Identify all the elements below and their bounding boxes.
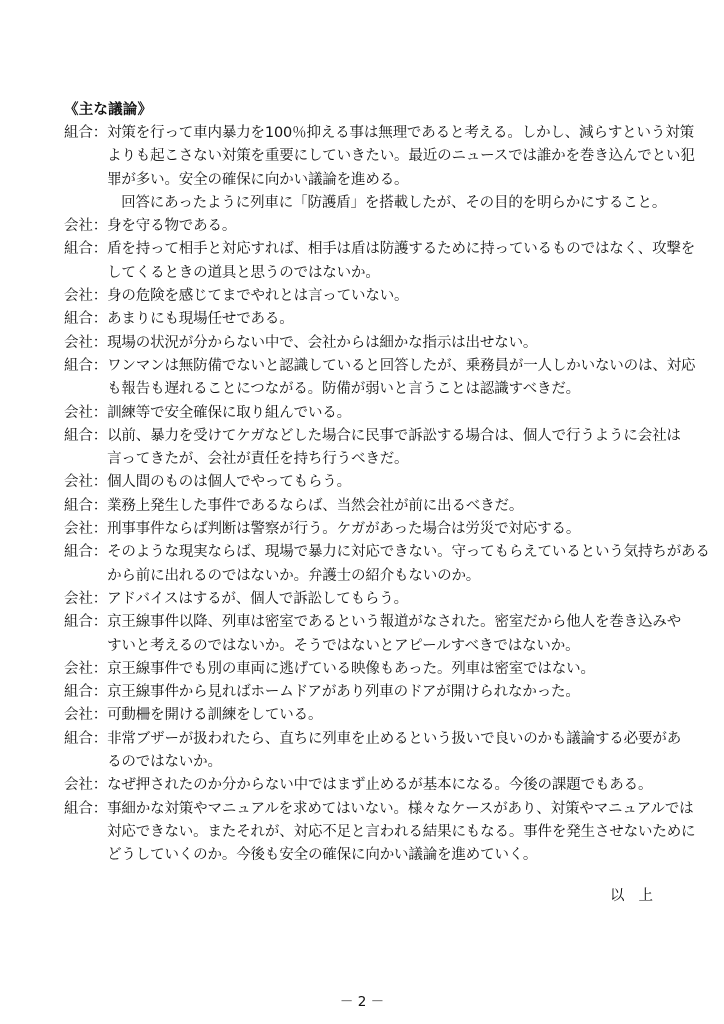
- discussion-entry: [64, 774, 674, 797]
- statement-text: [107, 774, 652, 797]
- speaker-label: 会社：: [64, 404, 108, 421]
- statement-line: ワンマンは無防備でないと認識していると回答したが、乗務員が一人しかいないのは、対応: [107, 357, 696, 374]
- statement-line: 言ってきたが、会社が責任を持ち行うべきだ。: [107, 451, 409, 468]
- statement-line: 可動柵を開ける訓練をしている。: [107, 707, 323, 724]
- closing-mark: 以上: [610, 888, 667, 904]
- statement-line: 個人間のものは個人でやってもらう。: [107, 474, 352, 491]
- discussion-entry: [64, 704, 674, 727]
- statement-text: [107, 332, 537, 355]
- statement-line: 対策を行って車内暴力を100％抑える事は無理であると考える。しかし、減らすという対策: [107, 125, 694, 141]
- statement-line: 京王線事件以降、列車は密室であるという報道がなされた。密室だから他人を巻き込みや: [107, 614, 682, 631]
- discussion-entry: [64, 471, 674, 494]
- speaker-label: 組合：: [64, 311, 108, 328]
- statement-text: [107, 308, 294, 331]
- discussion-entry: [64, 122, 695, 215]
- discussion-entry: [64, 285, 674, 308]
- statement-line: そのような現実ならば、現場で暴力に対応できない。守ってもらえているという気持ちがある: [107, 544, 710, 561]
- speaker-label: 組合：: [64, 544, 108, 561]
- statement-text: [107, 285, 408, 308]
- statement-line: 身を守る物である。: [107, 218, 237, 235]
- discussion-entry: [64, 215, 674, 238]
- speaker-label: 会社：: [64, 288, 108, 305]
- discussion-entry: [64, 495, 674, 518]
- discussion-entry: [64, 308, 674, 331]
- statement-line: 刑事事件ならば判断は警察が行う。ケガがあった場合は労災で対応する。: [107, 521, 581, 538]
- statement-line: も報告も遅れることにつながる。防備が弱いと言うことは認識すべきだ。: [107, 381, 581, 398]
- statement-line: 京王線事件でも別の車両に逃げている映像もあった。列車は密室ではない。: [107, 660, 595, 677]
- statement-text: [107, 425, 681, 472]
- statement-line: 現場の状況が分からない中で、会社からは細かな指示は出せない。: [107, 334, 538, 351]
- speaker-label: 組合：: [64, 125, 108, 141]
- statement-text: [107, 518, 580, 541]
- statement-line: 身の危険を感じてまでやれとは言っていない。: [107, 288, 409, 305]
- statement-line: あまりにも現場任せである。: [107, 311, 294, 328]
- statement-text: [107, 658, 595, 681]
- statement-line: 京王線事件から見ればホームドアがあり列車のドアが開けられなかった。: [107, 684, 580, 701]
- speaker-label: 会社：: [64, 334, 108, 351]
- statement-text: [107, 122, 695, 215]
- speaker-label: 会社：: [64, 521, 108, 538]
- statement-line: から前に出れるのではないか。弁護士の紹介もないのか。: [107, 567, 481, 584]
- speaker-label: 組合：: [64, 800, 108, 817]
- statement-text: [107, 541, 710, 588]
- statement-text: [107, 681, 580, 704]
- statement-text: [107, 402, 351, 425]
- speaker-label: 会社：: [64, 707, 108, 724]
- discussion-entry: [64, 238, 696, 285]
- statement-line: 事細かな対策やマニュアルを求めてはいない。様々なケースがあり、対策やマニュアルでは: [107, 800, 694, 817]
- statement-text: [107, 471, 351, 494]
- discussion-entry: [64, 355, 696, 402]
- statement-line: どうしていくのか。今後も安全の確保に向かい議論を進めていく。: [107, 847, 538, 864]
- statement-line: 以前、暴力を受けてケガなどした場合に民事で訴訟する場合は、個人で行うように会社は: [107, 427, 681, 444]
- speaker-label: 会社：: [64, 218, 108, 235]
- statement-text: [107, 588, 408, 611]
- page-number: － 2 －: [339, 994, 385, 1010]
- discussion-entry: [64, 402, 674, 425]
- statement-line: 回答にあったように列車に「防護盾」を搭載したが、その目的を明らかにすること。: [121, 194, 667, 211]
- statement-text: [107, 704, 322, 727]
- statement-text: [107, 355, 695, 402]
- section-heading: 《主な議論》: [64, 102, 153, 118]
- statement-line: よりも起こさない対策を重要にしていきたい。最近のニュースでは誰かを巻き込んでとい犯: [107, 148, 695, 165]
- statement-text: [107, 215, 236, 238]
- speaker-label: 会社：: [64, 777, 108, 794]
- statement-line: なぜ押されたのか分からない中ではまず止めるが基本になる。今後の課題でもある。: [107, 777, 653, 794]
- discussion-entry: [64, 611, 682, 658]
- statement-line: すいと考えるのではないか。そうではないとアピールすべきではないか。: [107, 637, 580, 654]
- discussion-entry: [64, 728, 682, 775]
- statement-line: アドバイスはするが、個人で訴訟してもらう。: [107, 590, 408, 607]
- statement-line: 業務上発生した事件であるならば、当然会社が前に出るべきだ。: [107, 497, 524, 514]
- discussion-entry: [64, 798, 696, 868]
- discussion-entry: [64, 541, 710, 588]
- discussion-entry: [64, 518, 674, 541]
- speaker-label: 組合：: [64, 357, 108, 374]
- discussion-entry: [64, 332, 674, 355]
- statement-line: 対応できない。またそれが、対応不足と言われる結果にもなる。事件を発生させないために: [107, 823, 696, 840]
- statement-text: [107, 611, 681, 658]
- speaker-label: 会社：: [64, 590, 108, 607]
- statement-text: [107, 238, 695, 285]
- speaker-label: 組合：: [64, 730, 108, 747]
- statement-line: 非常ブザーが扱われたら、直ちに列車を止めるという扱いで良いのかも議論する必要があ: [107, 730, 682, 747]
- speaker-label: 会社：: [64, 474, 108, 491]
- statement-text: [107, 728, 681, 775]
- statement-line: 訓練等で安全確保に取り組んでいる。: [107, 404, 352, 421]
- discussion-list: [64, 122, 710, 868]
- speaker-label: 組合：: [64, 427, 108, 444]
- statement-line: してくるときの道具と思うのではないか。: [107, 264, 380, 281]
- statement-line: るのではないか。: [107, 754, 222, 771]
- discussion-entry: [64, 658, 674, 681]
- statement-text: [107, 798, 695, 868]
- statement-line: 罪が多い。安全の確保に向かい議論を進める。: [107, 171, 409, 188]
- statement-text: [107, 495, 523, 518]
- discussion-entry: [64, 425, 681, 472]
- speaker-label: 組合：: [64, 614, 108, 631]
- speaker-label: 組合：: [64, 497, 108, 514]
- discussion-entry: [64, 681, 674, 704]
- statement-line: 盾を持って相手と対応すれば、相手は盾は防護するために持っているものではなく、攻撃を: [107, 241, 696, 258]
- speaker-label: 会社：: [64, 660, 108, 677]
- speaker-label: 組合：: [64, 241, 108, 258]
- speaker-label: 組合：: [64, 684, 108, 701]
- discussion-entry: [64, 588, 674, 611]
